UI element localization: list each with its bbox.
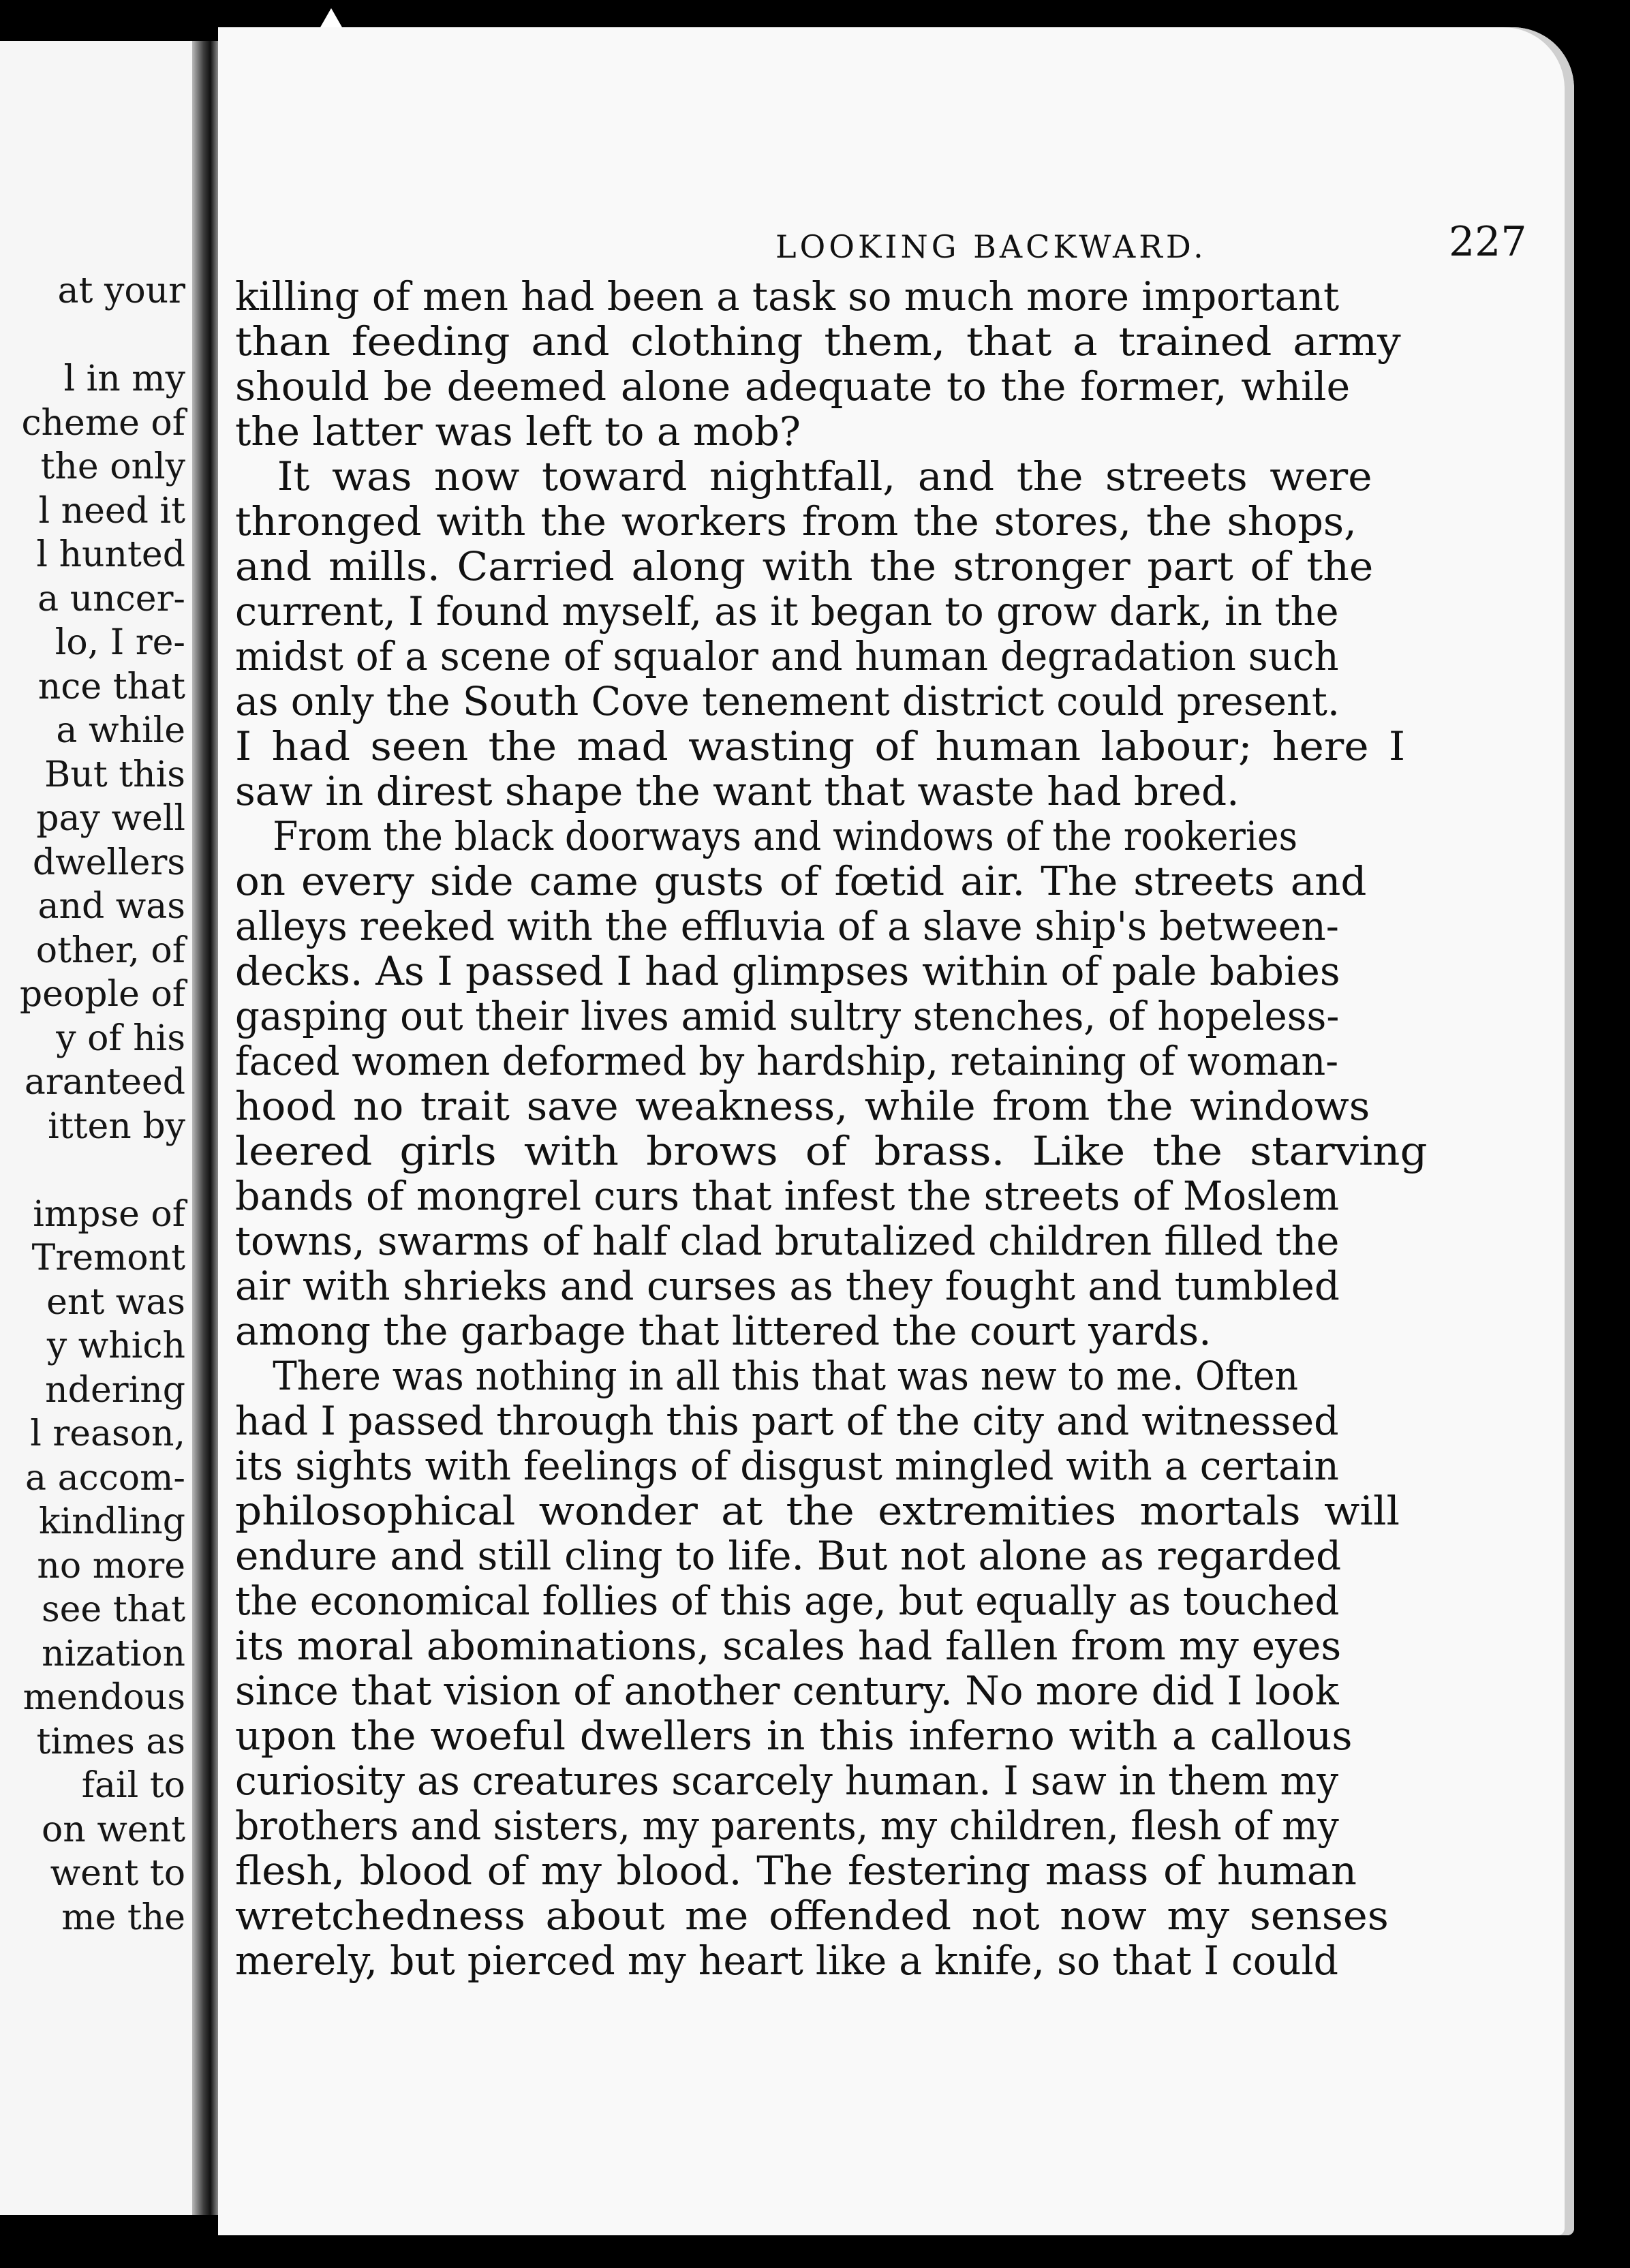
body-line: midst of a scene of squalor and human degradation such	[235, 633, 1339, 679]
body-line: should be deemed alone adequate to the former, while	[235, 363, 1351, 410]
body-line: I had seen the mad wasting of human labour; here I	[235, 723, 1406, 769]
body-line: decks. As I passed I had glimpses within of pale babies	[235, 948, 1340, 994]
left-page-line: Tremont	[31, 1238, 185, 1278]
left-page-line: nization	[42, 1633, 185, 1674]
body-line: hood no trait save weakness, while from the windows	[235, 1083, 1370, 1129]
left-page-line: pay well	[36, 798, 185, 839]
left-page-line: a accom-	[25, 1457, 185, 1499]
body-line: and mills. Carried along with the stronger part of the	[235, 543, 1374, 589]
body-line: endure and still cling to life. But not alone as regarded	[235, 1533, 1342, 1579]
body-line: gasping out their lives amid sultry stenches, of hopeless-	[235, 993, 1340, 1039]
left-page-line: l in my	[63, 358, 185, 399]
left-page-line: l hunted	[36, 534, 185, 575]
running-head: LOOKING BACKWARD.	[775, 228, 1207, 265]
left-page-line: itten by	[48, 1105, 185, 1147]
body-line: had I passed through this part of the city and witnessed	[235, 1398, 1339, 1444]
left-page-line: l need it	[38, 490, 185, 532]
body-line: upon the woeful dwellers in this inferno with a callous	[235, 1713, 1353, 1759]
left-page-line: at your	[57, 271, 185, 311]
page-number: 227	[1449, 218, 1527, 266]
left-page-line: people of	[19, 974, 185, 1015]
body-line: There was nothing in all this that was new to me. Often	[273, 1353, 1298, 1399]
book-gutter	[192, 41, 218, 2215]
left-page-line: times as	[36, 1721, 185, 1762]
body-line: bands of mongrel curs that infest the streets of Moslem	[235, 1173, 1340, 1219]
body-line: leered girls with brows of brass. Like the starving	[235, 1128, 1428, 1174]
left-page-line: lo, I re-	[55, 622, 185, 663]
left-page-line: fail to	[81, 1765, 185, 1806]
left-page-line: y of his	[56, 1017, 185, 1059]
body-line: wretchedness about me offended not now my senses	[235, 1892, 1389, 1939]
body-line: alleys reeked with the effluvia of a slave ship's between-	[235, 903, 1339, 949]
body-line: than feeding and clothing them, that a trained army	[235, 318, 1401, 365]
left-page-line: and was	[37, 886, 185, 927]
body-line: current, I found myself, as it began to grow dark, in the	[235, 588, 1339, 634]
body-line: merely, but pierced my heart like a knife, so that I could	[235, 1937, 1339, 1984]
left-page-fragment	[0, 41, 192, 2215]
left-page-line: ent was	[46, 1281, 185, 1323]
left-page-line: y which	[46, 1325, 185, 1366]
left-page-line: me the	[61, 1897, 185, 1938]
body-line: saw in direst shape the want that waste had bred.	[235, 768, 1240, 814]
left-page-line: on went	[42, 1809, 185, 1850]
body-line: its moral abominations, scales had fallen from my eyes	[235, 1623, 1342, 1669]
left-page-line: a uncer-	[37, 578, 185, 619]
left-page-line: nce that	[37, 666, 185, 707]
body-line: flesh, blood of my blood. The festering mass of human	[235, 1848, 1357, 1894]
body-line: towns, swarms of half clad brutalized children filled the	[235, 1218, 1340, 1264]
left-page-line: went to	[50, 1853, 185, 1894]
left-page-line: a while	[56, 710, 185, 751]
body-text	[235, 273, 1428, 1984]
left-page-line: other, of	[35, 930, 185, 971]
body-line: on every side came gusts of fœtid air. The streets and	[235, 858, 1367, 904]
left-page-line: cheme of	[21, 402, 185, 444]
body-line: brothers and sisters, my parents, my children, flesh of my	[235, 1803, 1339, 1849]
body-line: the economical follies of this age, but equally as touched	[235, 1578, 1340, 1624]
left-page-line: aranteed	[24, 1062, 185, 1103]
body-line: curiosity as creatures scarcely human. I saw in them my	[235, 1758, 1339, 1804]
body-line: air with shrieks and curses as they fought and tumbled	[235, 1263, 1340, 1309]
body-line: From the black doorways and windows of the rookeries	[273, 813, 1297, 859]
left-page-line: no more	[37, 1545, 185, 1587]
body-line: thronged with the workers from the stores, the shops,	[235, 498, 1357, 545]
body-line: among the garbage that littered the court yards.	[235, 1308, 1212, 1354]
body-line: its sights with feelings of disgust mingled with a certain	[235, 1443, 1339, 1489]
scan-mark	[320, 8, 342, 27]
left-page-line: dwellers	[32, 842, 185, 883]
left-page-line: the only	[40, 446, 185, 487]
body-line: as only the South Cove tenement district could present.	[235, 678, 1340, 724]
body-line: faced women deformed by hardship, retaining of woman-	[235, 1038, 1339, 1084]
body-line: since that vision of another century. No more did I look	[235, 1668, 1339, 1714]
left-page-line: l reason,	[30, 1413, 185, 1454]
left-page-line: kindling	[39, 1501, 185, 1542]
left-page-line: see that	[41, 1589, 185, 1630]
body-line: killing of men had been a task so much more important	[235, 273, 1340, 320]
body-line: philosophical wonder at the extremities mortals will	[235, 1488, 1400, 1534]
left-page-line: impse of	[33, 1193, 185, 1235]
body-line: It was now toward nightfall, and the streets were	[277, 453, 1372, 500]
left-page-line: mendous	[22, 1677, 185, 1718]
body-line: the latter was left to a mob?	[235, 408, 801, 455]
left-page-line: ndering	[45, 1369, 185, 1411]
left-page-line: But this	[44, 754, 185, 795]
